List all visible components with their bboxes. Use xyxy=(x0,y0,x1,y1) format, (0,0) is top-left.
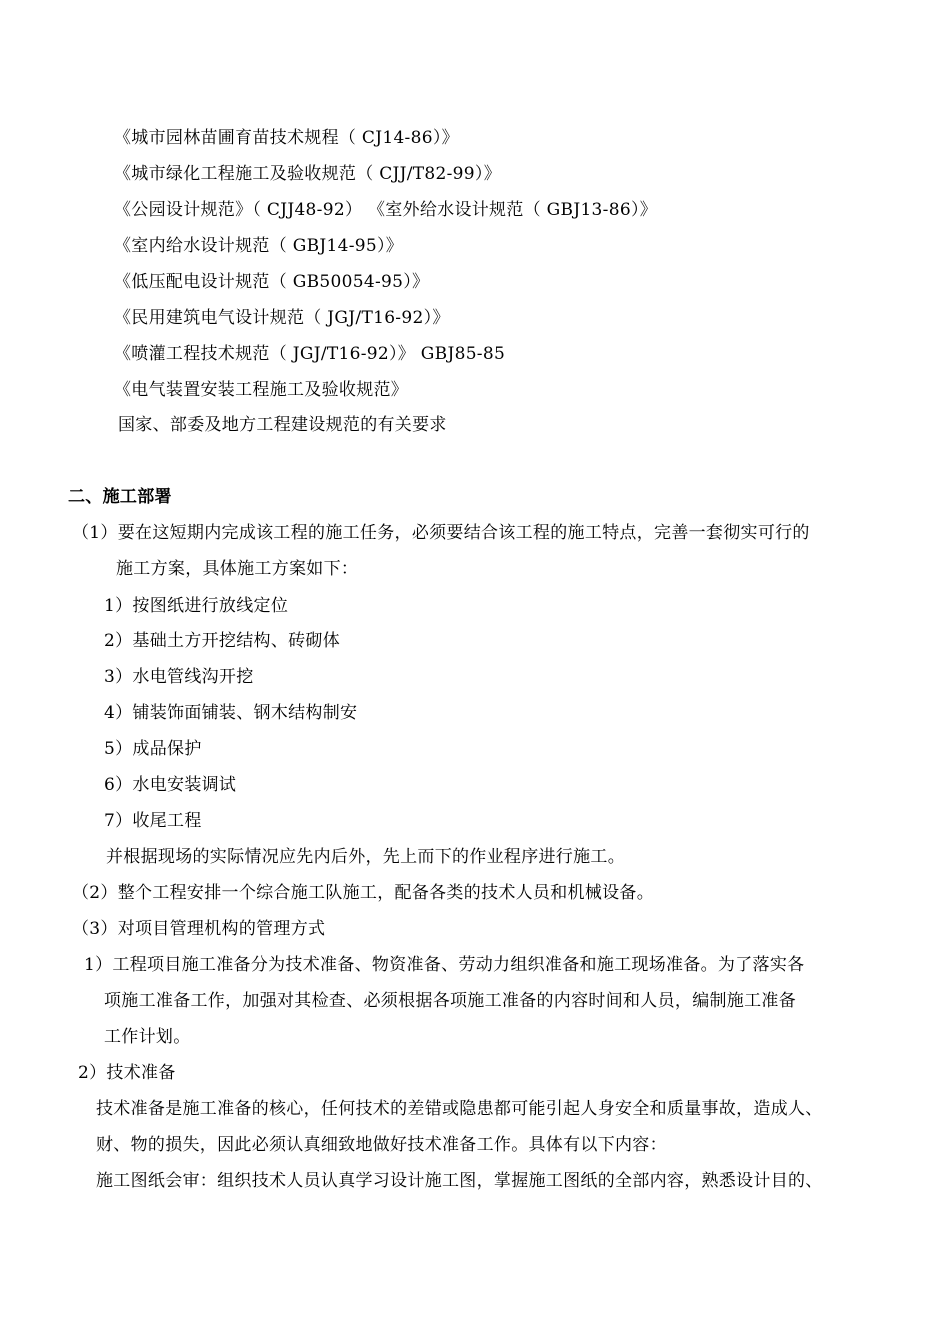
paragraph-line: （3）对项目管理机构的管理方式 xyxy=(72,919,326,939)
subsection-title: 2）技术准备 xyxy=(78,1063,176,1083)
paragraph-line: 技术准备是施工准备的核心，任何技术的差错或隐患都可能引起人身安全和质量事故，造成人、 xyxy=(96,1099,823,1119)
paragraph-line: 工作计划。 xyxy=(104,1027,191,1047)
standard-item: 《城市园林苗圃育苗技术规程（ CJ14-86）》 xyxy=(114,128,459,148)
standard-item: 《喷灌工程技术规范（ JGJ/T16-92）》 GBJ85-85 xyxy=(114,344,506,364)
standard-item: 《公园设计规范》（ CJJ48-92） 《室外给水设计规范（ GBJ13-86）》 xyxy=(114,200,658,220)
step-item: 7）收尾工程 xyxy=(104,811,202,831)
standard-item: 《电气装置安装工程施工及验收规范》 xyxy=(114,380,409,400)
paragraph-line: （1）要在这短期内完成该工程的施工任务，必须要结合该工程的施工特点，完善一套彻实可行的 xyxy=(72,523,810,543)
standard-item: 《城市绿化工程施工及验收规范（ CJJ/T82-99）》 xyxy=(114,164,502,184)
standard-item: 《低压配电设计规范（ GB50054-95）》 xyxy=(114,272,430,292)
step-item: 1）按图纸进行放线定位 xyxy=(104,596,289,616)
paragraph-line: （2）整个工程安排一个综合施工队施工，配备各类的技术人员和机械设备。 xyxy=(72,883,655,903)
paragraph-line: 1）工程项目施工准备分为技术准备、物资准备、劳动力组织准备和施工现场准备。为了落实各 xyxy=(84,955,805,975)
paragraph-line: 财、物的损失，因此必须认真细致地做好技术准备工作。具体有以下内容： xyxy=(96,1135,667,1155)
step-item: 2）基础土方开挖结构、砖砌体 xyxy=(104,631,341,651)
standard-item: 《民用建筑电气设计规范（ JGJ/T16-92）》 xyxy=(114,308,450,328)
step-item: 4）铺装饰面铺装、钢木结构制安 xyxy=(104,703,358,723)
standard-item: 《室内给水设计规范（ GBJ14-95）》 xyxy=(114,236,404,256)
step-item: 6）水电安装调试 xyxy=(104,775,237,795)
paragraph-line: 项施工准备工作，加强对其检查、必须根据各项施工准备的内容时间和人员，编制施工准备 xyxy=(104,991,796,1011)
step-item: 3）水电管线沟开挖 xyxy=(104,667,254,687)
standard-item: 国家、部委及地方工程建设规范的有关要求 xyxy=(118,415,447,435)
paragraph-line: 施工图纸会审：组织技术人员认真学习设计施工图，掌握施工图纸的全部内容，熟悉设计目的、 xyxy=(96,1171,823,1191)
paragraph-line: 施工方案，具体施工方案如下： xyxy=(116,559,359,579)
step-item: 5）成品保护 xyxy=(104,739,202,759)
section-heading: 二、施工部署 xyxy=(68,487,172,507)
paragraph-line: 并根据现场的实际情况应先内后外，先上而下的作业程序进行施工。 xyxy=(106,847,625,867)
